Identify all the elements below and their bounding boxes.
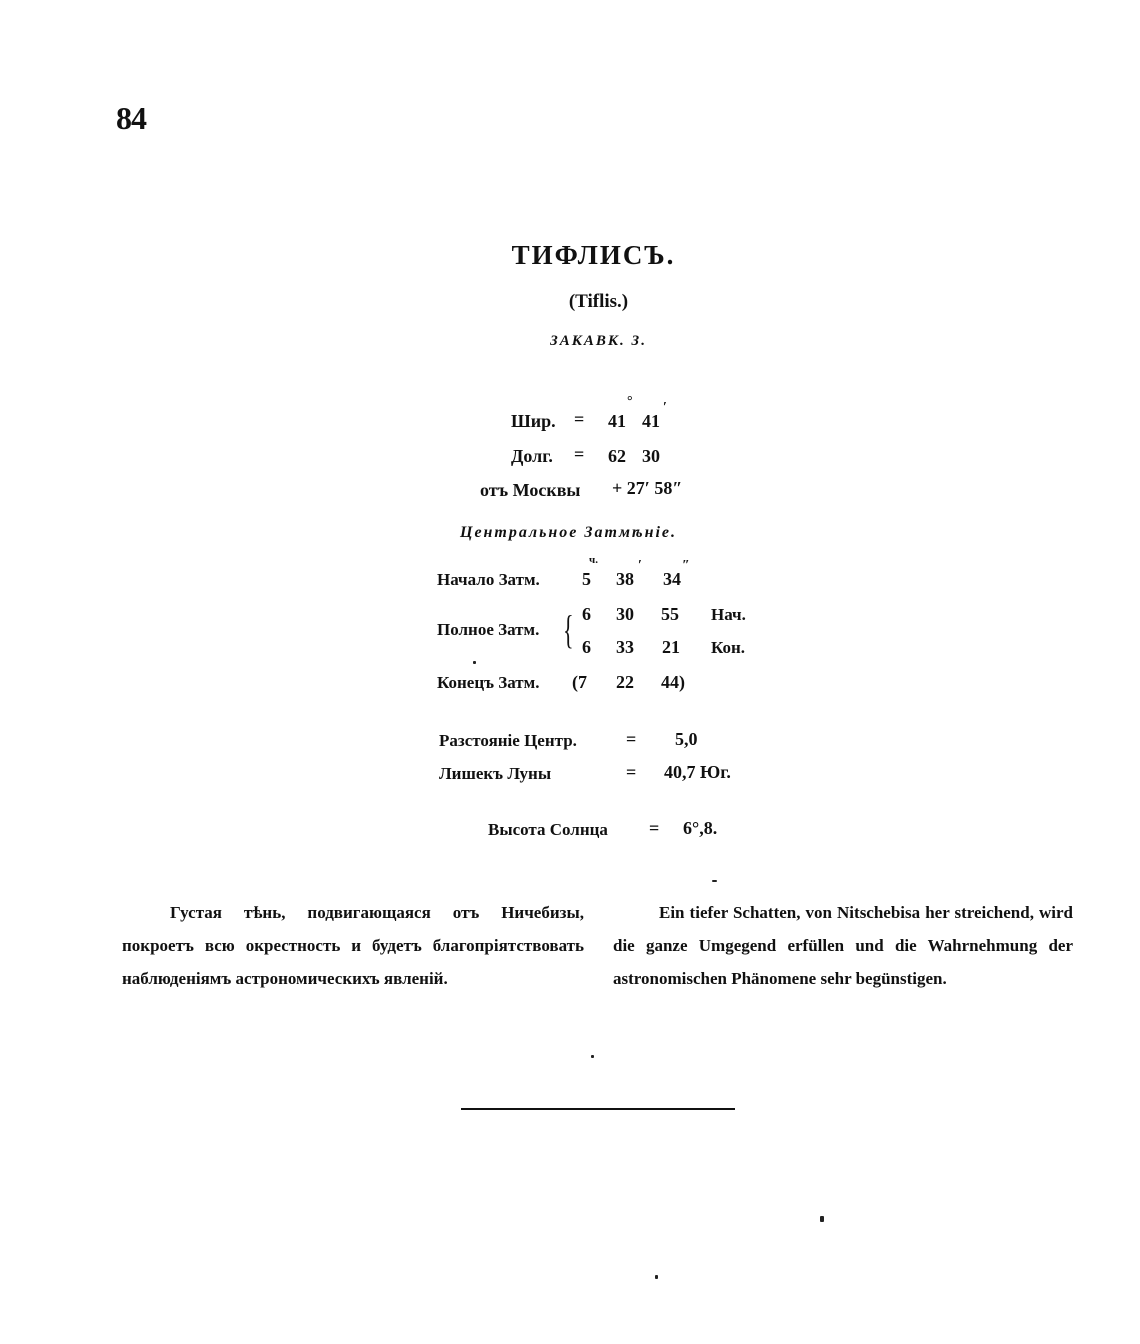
hours-unit: ч. [589,554,598,566]
degree-mark: ° [627,394,633,409]
longitude-minutes: 30 [642,446,660,466]
total-begin-minutes: 30 [616,604,634,624]
province-label: ЗАКАВК. З. [550,333,647,349]
city-subtitle: (Tiflis.) [568,291,629,312]
latitude-equals: = [574,409,585,429]
moon-equals: = [626,762,637,782]
total-begin-seconds: 55 [661,604,679,624]
end-label: Конецъ Затм. [437,673,540,692]
page-number: 84 [116,100,146,136]
total-end-minutes: 33 [616,637,634,657]
city-title: ТИФЛИСЪ. [511,240,676,270]
latitude-label: Шир. [511,411,556,431]
moscow-label: отъ Москвы [480,480,581,500]
scan-speck [820,1216,824,1222]
total-end-hours: 6 [582,637,591,657]
start-minutes: 38 [616,569,634,589]
total-begin-note: Нач. [711,605,746,624]
distance-value: 5,0 [675,729,698,749]
scan-speck [591,1055,594,1058]
end-seconds: 44) [661,672,685,692]
latitude-minutes: 41 [642,411,660,431]
total-begin-hours: 6 [582,604,591,624]
minutes-unit: ′ [638,558,642,573]
latitude-degrees: 41 [608,411,626,431]
sun-value: 6°,8. [683,818,718,838]
longitude-equals: = [574,444,585,464]
sun-equals: = [649,818,660,838]
end-minutes: 22 [616,672,634,692]
german-paragraph [613,896,1073,995]
russian-paragraph [122,896,584,995]
moon-value: 40,7 Юг. [664,762,731,782]
total-end-note: Кон. [711,638,746,657]
scan-speck [655,1275,658,1279]
scan-speck [473,661,476,664]
moon-label: Лишекъ Луны [439,764,552,783]
distance-label: Разстояніе Центр. [439,731,577,750]
distance-equals: = [626,729,637,749]
longitude-label: Долг. [511,446,553,466]
total-end-seconds: 21 [662,637,680,657]
start-hours: 5 [582,569,591,589]
scan-speck [712,880,717,882]
sun-label: Высота Солнца [488,820,608,839]
total-brace: { [563,607,574,652]
total-label: Полное Затм. [437,620,540,639]
minute-mark: ′ [663,400,667,415]
moscow-offset: + 27′ 58″ [612,478,683,498]
seconds-unit: ″ [682,558,690,573]
end-hours: (7 [572,672,587,692]
longitude-degrees: 62 [608,446,626,466]
russian-text: Густая тѣнь, подвигающаяся отъ Ничебизы, покроетъ всю окрестность и будетъ благопріятствовать наблюденіямъ астрономическихъ явленій. [122,903,584,988]
section-title: Центральное Затмѣніе. [460,524,678,541]
horizontal-rule [461,1108,735,1110]
german-text: Ein tiefer Schatten, von Nitschebisa her streichend, wird die ganze Umgegend erfüllen und die Wahrnehmung der astronomischen Phänomene sehr begünstigen. [613,903,1073,988]
start-label: Начало Затм. [437,570,540,589]
start-seconds: 34 [663,569,681,589]
